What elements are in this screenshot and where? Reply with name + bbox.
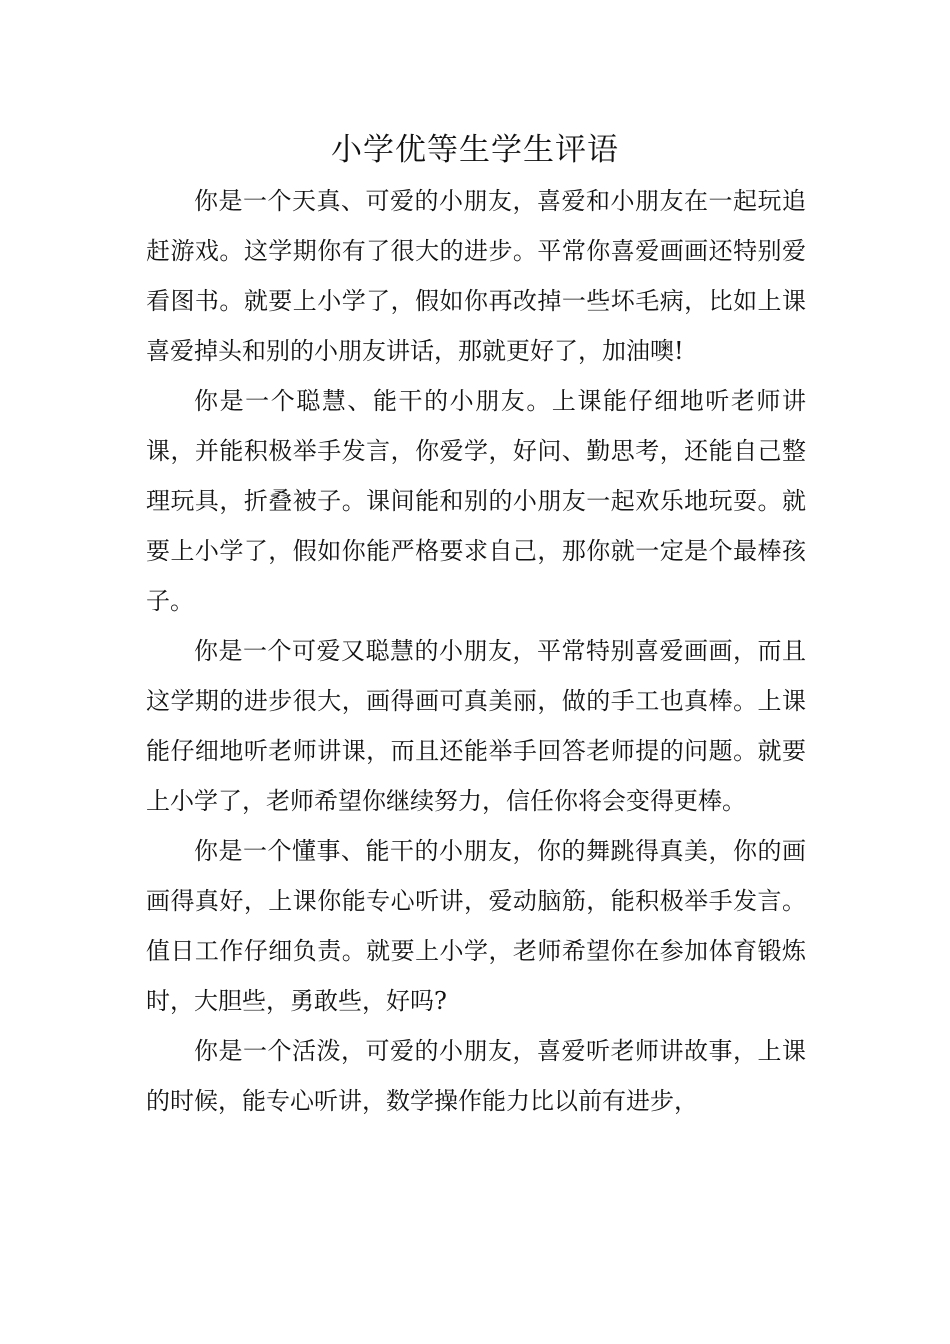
document-body: [146, 176, 806, 1126]
document-title: 小学优等生学生评语: [331, 132, 619, 168]
paragraph-3: 你是一个可爱又聪慧的小朋友，平常特别喜爱画画，而且这学期的进步很大，画得画可真美丽，做的手工也真棒。上课能仔细地听老师讲课，而且还能举手回答老师提的问题。就要上小学了，老师希望你继续努力，信任你将会变得更棒。: [146, 637, 806, 815]
paragraph-5: 你是一个活泼，可爱的小朋友，喜爱听老师讲故事，上课的时候，能专心听讲，数学操作能力比以前有进步，: [146, 1037, 806, 1115]
paragraph-1: 你是一个天真、可爱的小朋友，喜爱和小朋友在一起玩追赶游戏。这学期你有了很大的进步。平常你喜爱画画还特别爱看图书。就要上小学了，假如你再改掉一些坏毛病，比如上课喜爱掉头和别的小朋友讲话，那就更好了，加油噢!: [146, 187, 806, 365]
paragraph-2: 你是一个聪慧、能干的小朋友。上课能仔细地听老师讲课，并能积极举手发言，你爱学，好问、勤思考，还能自己整理玩具，折叠被子。课间能和别的小朋友一起欢乐地玩耍。就要上小学了，假如你能严格要求自己，那你就一定是个最棒孩子。: [146, 387, 806, 615]
paragraph-4: 你是一个懂事、能干的小朋友，你的舞跳得真美，你的画画得真好，上课你能专心听讲，爱动脑筋，能积极举手发言。值日工作仔细负责。就要上小学，老师希望你在参加体育锻炼时，大胆些，勇敢些，好吗?: [146, 837, 806, 1015]
